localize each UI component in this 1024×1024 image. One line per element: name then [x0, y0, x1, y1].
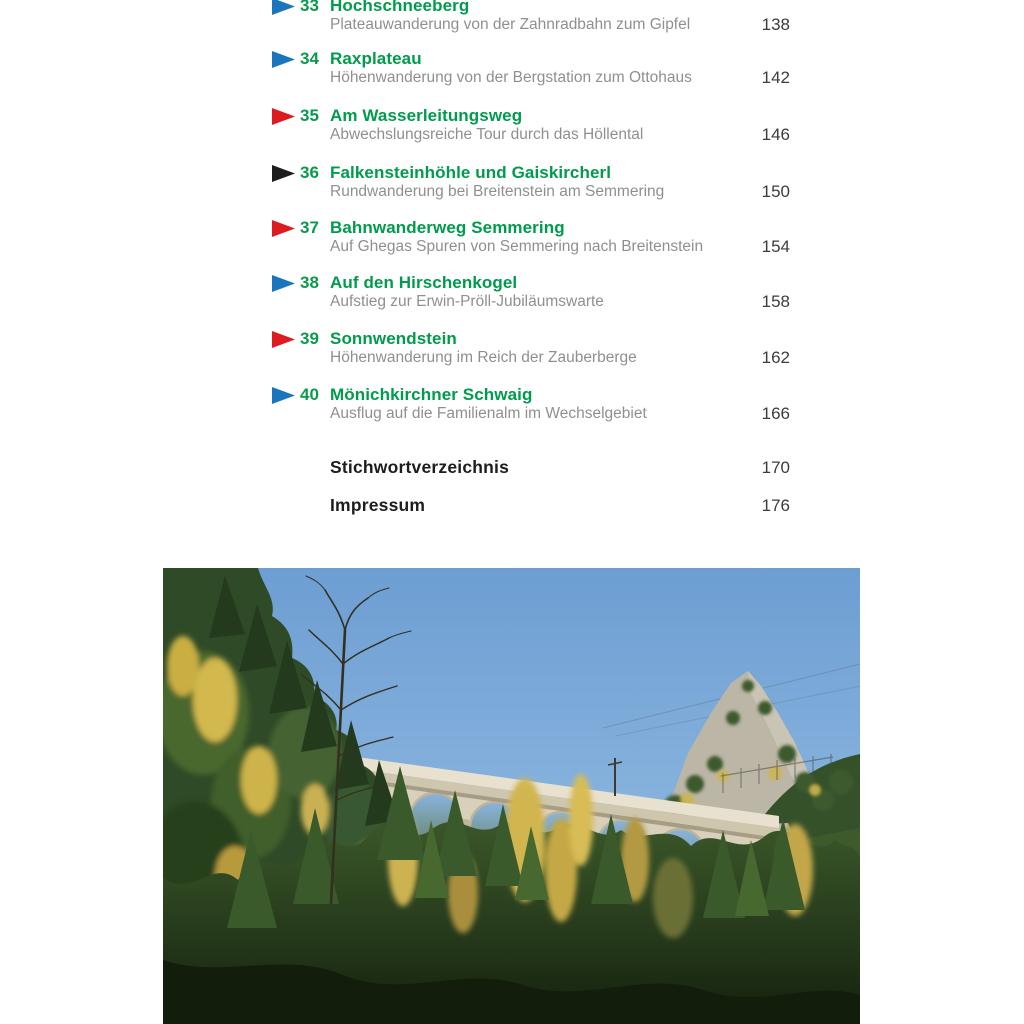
tour-subtitle: Abwechslungsreiche Tour durch das Höllental [330, 126, 644, 143]
toc-entry-36 [272, 163, 790, 205]
route-difficulty-triangle-icon [272, 275, 295, 292]
tour-page-number: 162 [761, 348, 790, 367]
tour-page-number: 142 [761, 68, 790, 87]
tour-subtitle: Rundwanderung bei Breitenstein am Semmering [330, 183, 665, 200]
toc-extra-index [272, 458, 790, 480]
route-difficulty-triangle-icon [272, 331, 295, 348]
toc-extra-imprint [272, 496, 790, 518]
tour-subtitle: Plateauwanderung von der Zahnradbahn zum Gipfel [330, 16, 691, 33]
viaduct-photo [163, 568, 860, 1024]
toc-entry-40 [272, 385, 790, 427]
tour-number: 35 [300, 106, 319, 125]
tour-title: Raxplateau [330, 49, 422, 68]
tour-page-number: 158 [761, 292, 790, 311]
viaduct-photo-illustration [163, 568, 860, 1024]
tour-title: Sonnwendstein [330, 329, 457, 348]
tour-number: 36 [300, 163, 319, 182]
tour-number: 33 [300, 0, 319, 15]
route-difficulty-triangle-icon [272, 108, 295, 125]
tour-subtitle: Auf Ghegas Spuren von Semmering nach Breitenstein [330, 238, 704, 255]
tour-number: 39 [300, 329, 319, 348]
tour-number: 40 [300, 385, 319, 404]
tour-title: Hochschneeberg [330, 0, 470, 15]
tour-page-number: 154 [761, 237, 790, 256]
extra-page-number: 170 [761, 458, 790, 477]
toc-entry-34 [272, 49, 790, 91]
tour-subtitle: Aufstieg zur Erwin-Pröll-Jubiläumswarte [330, 293, 604, 310]
tour-number: 37 [300, 218, 319, 237]
tour-page-number: 138 [761, 15, 790, 34]
tour-title: Auf den Hirschenkogel [330, 273, 518, 292]
tour-subtitle: Höhenwanderung von der Bergstation zum Ottohaus [330, 69, 692, 86]
toc-entry-38 [272, 273, 790, 315]
route-difficulty-triangle-icon [272, 165, 295, 182]
tour-subtitle: Höhenwanderung im Reich der Zauberberge [330, 349, 637, 366]
tour-subtitle: Ausflug auf die Familienalm im Wechselgebiet [330, 405, 647, 422]
extra-title: Impressum [330, 495, 426, 515]
tour-title: Falkensteinhöhle und Gaiskircherl [330, 163, 612, 182]
tour-number: 34 [300, 49, 319, 68]
extra-title: Stichwortverzeichnis [330, 457, 510, 477]
tour-page-number: 150 [761, 182, 790, 201]
route-difficulty-triangle-icon [272, 220, 295, 237]
extra-page-number: 176 [761, 496, 790, 515]
toc-entry-33 [272, 0, 790, 38]
tour-page-number: 146 [761, 125, 790, 144]
tour-title: Am Wasserleitungsweg [330, 106, 523, 125]
route-difficulty-triangle-icon [272, 51, 295, 68]
tour-page-number: 166 [761, 404, 790, 423]
route-difficulty-triangle-icon [272, 387, 295, 404]
tour-title: Bahnwanderweg Semmering [330, 218, 565, 237]
toc-entry-35 [272, 106, 790, 148]
tour-number: 38 [300, 273, 319, 292]
toc-entry-37 [272, 218, 790, 260]
route-difficulty-triangle-icon [272, 0, 295, 15]
tour-title: Mönichkirchner Schwaig [330, 385, 533, 404]
toc-entry-39 [272, 329, 790, 371]
